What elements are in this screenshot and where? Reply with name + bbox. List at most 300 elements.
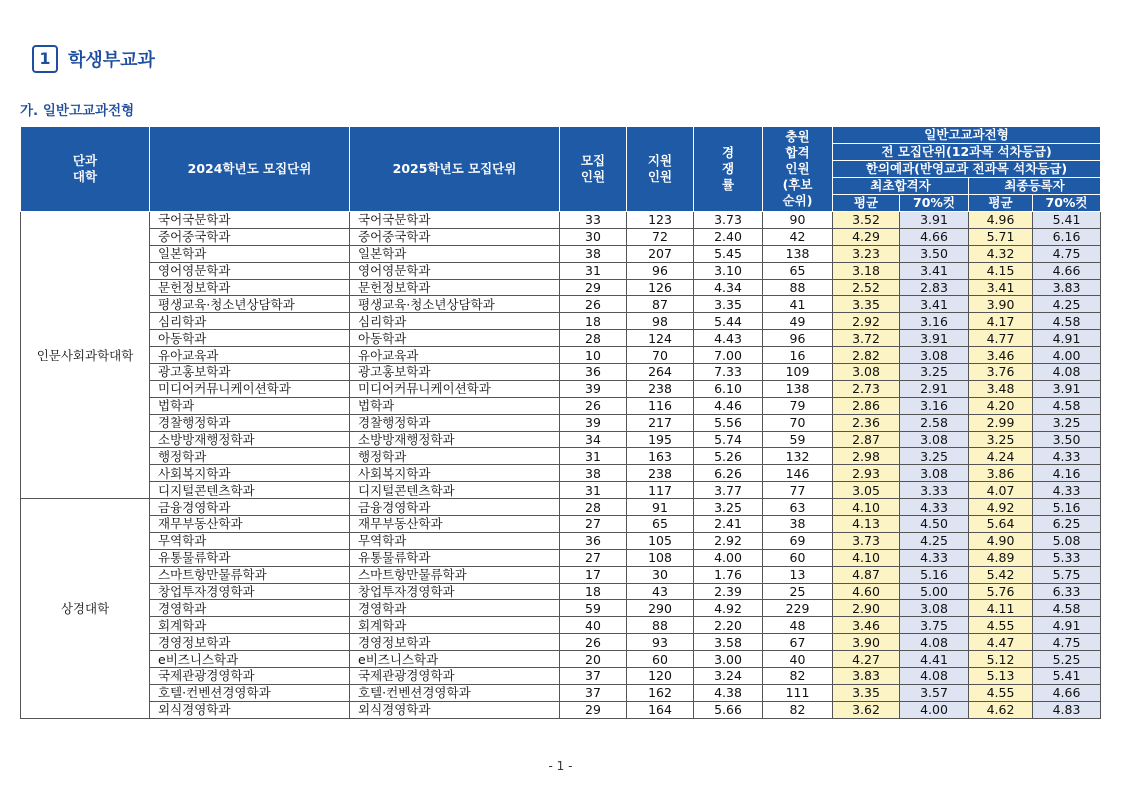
quota-cell: 18 xyxy=(560,583,627,600)
unit-2025-cell: 중어중국학과 xyxy=(350,228,560,245)
applicants-cell: 238 xyxy=(627,380,694,397)
final-avg-cell: 5.64 xyxy=(969,516,1033,533)
additional-admits-cell: 138 xyxy=(763,380,833,397)
initial-cut70-cell: 3.16 xyxy=(900,313,969,330)
table-row xyxy=(21,364,1101,381)
quota-cell: 27 xyxy=(560,516,627,533)
final-cut70-cell: 4.66 xyxy=(1033,262,1101,279)
quota-cell: 29 xyxy=(560,279,627,296)
competition-ratio-cell: 7.00 xyxy=(694,347,763,364)
unit-2025-cell: 사회복지학과 xyxy=(350,465,560,482)
final-avg-cell: 4.11 xyxy=(969,600,1033,617)
table-row xyxy=(21,262,1101,279)
additional-admits-cell: 48 xyxy=(763,617,833,634)
table-row xyxy=(21,448,1101,465)
unit-2025-cell: 소방방재행정학과 xyxy=(350,431,560,448)
quota-cell: 59 xyxy=(560,600,627,617)
final-cut70-cell: 5.33 xyxy=(1033,549,1101,566)
table-row xyxy=(21,566,1101,583)
header-final-cut70: 70%컷 xyxy=(1033,195,1101,212)
header-initial-avg: 평균 xyxy=(833,195,900,212)
final-avg-cell: 4.47 xyxy=(969,634,1033,651)
quota-cell: 34 xyxy=(560,431,627,448)
applicants-cell: 123 xyxy=(627,212,694,229)
unit-2024-cell: 경찰행정학과 xyxy=(150,414,350,431)
final-avg-cell: 3.25 xyxy=(969,431,1033,448)
applicants-cell: 108 xyxy=(627,549,694,566)
initial-cut70-cell: 3.08 xyxy=(900,347,969,364)
competition-ratio-cell: 3.00 xyxy=(694,651,763,668)
unit-2025-cell: 문헌정보학과 xyxy=(350,279,560,296)
initial-cut70-cell: 3.08 xyxy=(900,465,969,482)
section-heading: 학생부교과 xyxy=(68,50,155,71)
final-avg-cell: 3.86 xyxy=(969,465,1033,482)
unit-2024-cell: 광고홍보학과 xyxy=(150,364,350,381)
final-cut70-cell: 6.33 xyxy=(1033,583,1101,600)
final-cut70-cell: 4.75 xyxy=(1033,245,1101,262)
quota-cell: 31 xyxy=(560,448,627,465)
header-final-registrants: 최종등록자 xyxy=(969,178,1101,195)
applicants-cell: 290 xyxy=(627,600,694,617)
additional-admits-cell: 138 xyxy=(763,245,833,262)
competition-ratio-cell: 5.66 xyxy=(694,701,763,718)
table-row xyxy=(21,583,1101,600)
competition-ratio-cell: 5.26 xyxy=(694,448,763,465)
additional-admits-cell: 49 xyxy=(763,313,833,330)
header-initial-admits: 최초합격자 xyxy=(833,178,969,195)
initial-cut70-cell: 3.41 xyxy=(900,262,969,279)
competition-ratio-cell: 5.56 xyxy=(694,414,763,431)
unit-2024-cell: 무역학과 xyxy=(150,532,350,549)
unit-2025-cell: 국제관광경영학과 xyxy=(350,668,560,685)
initial-cut70-cell: 3.25 xyxy=(900,448,969,465)
unit-2024-cell: 평생교육·청소년상담학과 xyxy=(150,296,350,313)
quota-cell: 37 xyxy=(560,668,627,685)
final-cut70-cell: 3.91 xyxy=(1033,380,1101,397)
final-cut70-cell: 5.41 xyxy=(1033,668,1101,685)
additional-admits-cell: 60 xyxy=(763,549,833,566)
final-cut70-cell: 3.25 xyxy=(1033,414,1101,431)
final-cut70-cell: 5.16 xyxy=(1033,499,1101,516)
unit-2025-cell: 국어국문학과 xyxy=(350,212,560,229)
table-row xyxy=(21,634,1101,651)
table-row xyxy=(21,684,1101,701)
competition-ratio-cell: 5.44 xyxy=(694,313,763,330)
final-avg-cell: 3.41 xyxy=(969,279,1033,296)
initial-cut70-cell: 4.08 xyxy=(900,634,969,651)
final-cut70-cell: 4.08 xyxy=(1033,364,1101,381)
competition-ratio-cell: 4.43 xyxy=(694,330,763,347)
final-cut70-cell: 4.33 xyxy=(1033,448,1101,465)
final-cut70-cell: 4.58 xyxy=(1033,313,1101,330)
initial-avg-cell: 3.18 xyxy=(833,262,900,279)
applicants-cell: 105 xyxy=(627,532,694,549)
header-unit-2025: 2025학년도 모집단위 xyxy=(350,127,560,212)
quota-cell: 39 xyxy=(560,380,627,397)
table-row xyxy=(21,397,1101,414)
table-body xyxy=(21,212,1101,719)
table-row xyxy=(21,279,1101,296)
competition-ratio-cell: 5.45 xyxy=(694,245,763,262)
quota-cell: 33 xyxy=(560,212,627,229)
final-avg-cell: 4.77 xyxy=(969,330,1033,347)
unit-2024-cell: 일본학과 xyxy=(150,245,350,262)
final-avg-cell: 4.55 xyxy=(969,684,1033,701)
table-row xyxy=(21,499,1101,516)
unit-2024-cell: 사회복지학과 xyxy=(150,465,350,482)
unit-2025-cell: 아동학과 xyxy=(350,330,560,347)
additional-admits-cell: 13 xyxy=(763,566,833,583)
final-cut70-cell: 4.91 xyxy=(1033,330,1101,347)
final-cut70-cell: 4.16 xyxy=(1033,465,1101,482)
quota-cell: 31 xyxy=(560,482,627,499)
competition-ratio-cell: 1.76 xyxy=(694,566,763,583)
initial-avg-cell: 3.83 xyxy=(833,668,900,685)
final-cut70-cell: 6.25 xyxy=(1033,516,1101,533)
header-final-avg: 평균 xyxy=(969,195,1033,212)
additional-admits-cell: 77 xyxy=(763,482,833,499)
unit-2024-cell: 행정학과 xyxy=(150,448,350,465)
header-additional-admits: 충원 합격 인원 (후보 순위) xyxy=(763,127,833,212)
initial-avg-cell: 2.73 xyxy=(833,380,900,397)
applicants-cell: 124 xyxy=(627,330,694,347)
applicants-cell: 238 xyxy=(627,465,694,482)
competition-ratio-cell: 2.20 xyxy=(694,617,763,634)
additional-admits-cell: 59 xyxy=(763,431,833,448)
unit-2024-cell: 호텔·컨벤션경영학과 xyxy=(150,684,350,701)
table-row xyxy=(21,617,1101,634)
unit-2024-cell: 경영정보학과 xyxy=(150,634,350,651)
college-cell: 상경대학 xyxy=(21,499,150,719)
additional-admits-cell: 146 xyxy=(763,465,833,482)
initial-avg-cell: 4.10 xyxy=(833,549,900,566)
additional-admits-cell: 38 xyxy=(763,516,833,533)
page-number: - 1 - xyxy=(548,759,573,773)
unit-2024-cell: e비즈니스학과 xyxy=(150,651,350,668)
final-cut70-cell: 5.75 xyxy=(1033,566,1101,583)
final-avg-cell: 4.89 xyxy=(969,549,1033,566)
initial-avg-cell: 4.27 xyxy=(833,651,900,668)
initial-cut70-cell: 5.00 xyxy=(900,583,969,600)
final-avg-cell: 3.48 xyxy=(969,380,1033,397)
table-row xyxy=(21,313,1101,330)
table-row xyxy=(21,482,1101,499)
unit-2025-cell: 광고홍보학과 xyxy=(350,364,560,381)
applicants-cell: 65 xyxy=(627,516,694,533)
header-initial-cut70: 70%컷 xyxy=(900,195,969,212)
final-avg-cell: 4.90 xyxy=(969,532,1033,549)
unit-2024-cell: 영어영문학과 xyxy=(150,262,350,279)
unit-2025-cell: e비즈니스학과 xyxy=(350,651,560,668)
competition-ratio-cell: 5.74 xyxy=(694,431,763,448)
competition-ratio-cell: 3.24 xyxy=(694,668,763,685)
initial-cut70-cell: 4.50 xyxy=(900,516,969,533)
initial-avg-cell: 2.92 xyxy=(833,313,900,330)
table-row xyxy=(21,600,1101,617)
table-row xyxy=(21,701,1101,718)
initial-cut70-cell: 4.08 xyxy=(900,668,969,685)
competition-ratio-cell: 4.92 xyxy=(694,600,763,617)
unit-2024-cell: 디지털콘텐츠학과 xyxy=(150,482,350,499)
unit-2024-cell: 국어국문학과 xyxy=(150,212,350,229)
final-avg-cell: 3.90 xyxy=(969,296,1033,313)
applicants-cell: 126 xyxy=(627,279,694,296)
initial-cut70-cell: 3.57 xyxy=(900,684,969,701)
final-cut70-cell: 3.83 xyxy=(1033,279,1101,296)
additional-admits-cell: 41 xyxy=(763,296,833,313)
initial-cut70-cell: 3.41 xyxy=(900,296,969,313)
initial-avg-cell: 3.52 xyxy=(833,212,900,229)
competition-ratio-cell: 6.26 xyxy=(694,465,763,482)
unit-2025-cell: 유아교육과 xyxy=(350,347,560,364)
competition-ratio-cell: 3.25 xyxy=(694,499,763,516)
initial-avg-cell: 3.62 xyxy=(833,701,900,718)
unit-2025-cell: 영어영문학과 xyxy=(350,262,560,279)
additional-admits-cell: 70 xyxy=(763,414,833,431)
unit-2024-cell: 소방방재행정학과 xyxy=(150,431,350,448)
table-row xyxy=(21,228,1101,245)
additional-admits-cell: 82 xyxy=(763,701,833,718)
final-avg-cell: 4.17 xyxy=(969,313,1033,330)
initial-avg-cell: 2.98 xyxy=(833,448,900,465)
final-avg-cell: 5.13 xyxy=(969,668,1033,685)
additional-admits-cell: 132 xyxy=(763,448,833,465)
initial-cut70-cell: 4.41 xyxy=(900,651,969,668)
applicants-cell: 217 xyxy=(627,414,694,431)
quota-cell: 26 xyxy=(560,397,627,414)
quota-cell: 40 xyxy=(560,617,627,634)
final-cut70-cell: 4.58 xyxy=(1033,397,1101,414)
initial-cut70-cell: 4.66 xyxy=(900,228,969,245)
initial-cut70-cell: 2.58 xyxy=(900,414,969,431)
header-quota: 모집 인원 xyxy=(560,127,627,212)
table-row xyxy=(21,296,1101,313)
final-cut70-cell: 3.50 xyxy=(1033,431,1101,448)
initial-cut70-cell: 3.08 xyxy=(900,431,969,448)
unit-2024-cell: 회계학과 xyxy=(150,617,350,634)
competition-ratio-cell: 4.38 xyxy=(694,684,763,701)
initial-avg-cell: 4.13 xyxy=(833,516,900,533)
competition-ratio-cell: 2.40 xyxy=(694,228,763,245)
competition-ratio-cell: 6.10 xyxy=(694,380,763,397)
header-unit-2024: 2024학년도 모집단위 xyxy=(150,127,350,212)
quota-cell: 20 xyxy=(560,651,627,668)
final-avg-cell: 4.32 xyxy=(969,245,1033,262)
initial-avg-cell: 3.46 xyxy=(833,617,900,634)
table-row xyxy=(21,516,1101,533)
quota-cell: 38 xyxy=(560,245,627,262)
final-avg-cell: 3.46 xyxy=(969,347,1033,364)
unit-2025-cell: 경영정보학과 xyxy=(350,634,560,651)
initial-avg-cell: 4.10 xyxy=(833,499,900,516)
table-row xyxy=(21,549,1101,566)
section-number-badge: 1 xyxy=(32,45,58,73)
competition-ratio-cell: 3.35 xyxy=(694,296,763,313)
initial-avg-cell: 2.86 xyxy=(833,397,900,414)
initial-avg-cell: 3.73 xyxy=(833,532,900,549)
unit-2024-cell: 아동학과 xyxy=(150,330,350,347)
quota-cell: 30 xyxy=(560,228,627,245)
additional-admits-cell: 82 xyxy=(763,668,833,685)
additional-admits-cell: 229 xyxy=(763,600,833,617)
initial-cut70-cell: 3.50 xyxy=(900,245,969,262)
unit-2024-cell: 창업투자경영학과 xyxy=(150,583,350,600)
initial-avg-cell: 2.52 xyxy=(833,279,900,296)
initial-cut70-cell: 3.91 xyxy=(900,330,969,347)
competition-ratio-cell: 3.58 xyxy=(694,634,763,651)
initial-avg-cell: 3.90 xyxy=(833,634,900,651)
final-avg-cell: 4.20 xyxy=(969,397,1033,414)
final-avg-cell: 3.76 xyxy=(969,364,1033,381)
unit-2024-cell: 금융경영학과 xyxy=(150,499,350,516)
applicants-cell: 60 xyxy=(627,651,694,668)
final-cut70-cell: 4.66 xyxy=(1033,684,1101,701)
additional-admits-cell: 16 xyxy=(763,347,833,364)
final-avg-cell: 4.55 xyxy=(969,617,1033,634)
final-avg-cell: 4.15 xyxy=(969,262,1033,279)
final-avg-cell: 5.12 xyxy=(969,651,1033,668)
final-avg-cell: 5.42 xyxy=(969,566,1033,583)
quota-cell: 36 xyxy=(560,532,627,549)
quota-cell: 38 xyxy=(560,465,627,482)
unit-2024-cell: 유아교육과 xyxy=(150,347,350,364)
unit-2025-cell: 재무부동산학과 xyxy=(350,516,560,533)
table-row xyxy=(21,380,1101,397)
header-track-sub1: 전 모집단위(12과목 석차등급) xyxy=(833,144,1101,161)
final-cut70-cell: 5.08 xyxy=(1033,532,1101,549)
initial-avg-cell: 2.93 xyxy=(833,465,900,482)
final-avg-cell: 4.96 xyxy=(969,212,1033,229)
unit-2025-cell: 디지털콘텐츠학과 xyxy=(350,482,560,499)
unit-2025-cell: 심리학과 xyxy=(350,313,560,330)
final-cut70-cell: 4.91 xyxy=(1033,617,1101,634)
competition-ratio-cell: 3.10 xyxy=(694,262,763,279)
applicants-cell: 195 xyxy=(627,431,694,448)
additional-admits-cell: 88 xyxy=(763,279,833,296)
initial-cut70-cell: 3.25 xyxy=(900,364,969,381)
unit-2025-cell: 외식경영학과 xyxy=(350,701,560,718)
unit-2024-cell: 심리학과 xyxy=(150,313,350,330)
applicants-cell: 43 xyxy=(627,583,694,600)
unit-2025-cell: 창업투자경영학과 xyxy=(350,583,560,600)
unit-2024-cell: 유통물류학과 xyxy=(150,549,350,566)
competition-ratio-cell: 3.77 xyxy=(694,482,763,499)
applicants-cell: 70 xyxy=(627,347,694,364)
quota-cell: 26 xyxy=(560,296,627,313)
additional-admits-cell: 65 xyxy=(763,262,833,279)
competition-ratio-cell: 3.73 xyxy=(694,212,763,229)
additional-admits-cell: 96 xyxy=(763,330,833,347)
additional-admits-cell: 90 xyxy=(763,212,833,229)
initial-avg-cell: 3.72 xyxy=(833,330,900,347)
table-row xyxy=(21,347,1101,364)
quota-cell: 17 xyxy=(560,566,627,583)
initial-avg-cell: 3.05 xyxy=(833,482,900,499)
final-avg-cell: 4.07 xyxy=(969,482,1033,499)
competition-ratio-cell: 4.46 xyxy=(694,397,763,414)
final-avg-cell: 5.76 xyxy=(969,583,1033,600)
applicants-cell: 88 xyxy=(627,617,694,634)
college-cell: 인문사회과학대학 xyxy=(21,212,150,499)
initial-avg-cell: 4.29 xyxy=(833,228,900,245)
initial-cut70-cell: 4.00 xyxy=(900,701,969,718)
final-cut70-cell: 4.75 xyxy=(1033,634,1101,651)
header-college: 단과 대학 xyxy=(21,127,150,212)
final-cut70-cell: 4.25 xyxy=(1033,296,1101,313)
applicants-cell: 91 xyxy=(627,499,694,516)
quota-cell: 31 xyxy=(560,262,627,279)
final-avg-cell: 4.62 xyxy=(969,701,1033,718)
applicants-cell: 116 xyxy=(627,397,694,414)
unit-2024-cell: 스마트항만물류학과 xyxy=(150,566,350,583)
final-cut70-cell: 6.16 xyxy=(1033,228,1101,245)
applicants-cell: 30 xyxy=(627,566,694,583)
unit-2025-cell: 회계학과 xyxy=(350,617,560,634)
applicants-cell: 207 xyxy=(627,245,694,262)
initial-cut70-cell: 4.25 xyxy=(900,532,969,549)
unit-2025-cell: 경영학과 xyxy=(350,600,560,617)
additional-admits-cell: 111 xyxy=(763,684,833,701)
unit-2024-cell: 재무부동산학과 xyxy=(150,516,350,533)
applicants-cell: 162 xyxy=(627,684,694,701)
initial-cut70-cell: 2.91 xyxy=(900,380,969,397)
table-row xyxy=(21,212,1101,229)
competition-ratio-cell: 2.92 xyxy=(694,532,763,549)
initial-cut70-cell: 3.16 xyxy=(900,397,969,414)
unit-2025-cell: 미디어커뮤니케이션학과 xyxy=(350,380,560,397)
quota-cell: 36 xyxy=(560,364,627,381)
applicants-cell: 164 xyxy=(627,701,694,718)
unit-2025-cell: 일본학과 xyxy=(350,245,560,262)
table-row xyxy=(21,431,1101,448)
quota-cell: 26 xyxy=(560,634,627,651)
final-cut70-cell: 4.58 xyxy=(1033,600,1101,617)
table-row xyxy=(21,414,1101,431)
unit-2025-cell: 유통물류학과 xyxy=(350,549,560,566)
initial-cut70-cell: 3.75 xyxy=(900,617,969,634)
initial-avg-cell: 4.87 xyxy=(833,566,900,583)
header-applicants: 지원 인원 xyxy=(627,127,694,212)
table-row xyxy=(21,330,1101,347)
initial-avg-cell: 2.87 xyxy=(833,431,900,448)
unit-2024-cell: 외식경영학과 xyxy=(150,701,350,718)
additional-admits-cell: 67 xyxy=(763,634,833,651)
additional-admits-cell: 40 xyxy=(763,651,833,668)
admission-results-table xyxy=(20,126,1101,719)
final-avg-cell: 4.92 xyxy=(969,499,1033,516)
initial-cut70-cell: 3.91 xyxy=(900,212,969,229)
applicants-cell: 98 xyxy=(627,313,694,330)
table-row xyxy=(21,532,1101,549)
header-track-group: 일반고교과전형 xyxy=(833,127,1101,144)
unit-2024-cell: 문헌정보학과 xyxy=(150,279,350,296)
applicants-cell: 120 xyxy=(627,668,694,685)
section-title xyxy=(32,45,155,73)
final-cut70-cell: 5.25 xyxy=(1033,651,1101,668)
unit-2025-cell: 호텔·컨벤션경영학과 xyxy=(350,684,560,701)
final-cut70-cell: 5.41 xyxy=(1033,212,1101,229)
additional-admits-cell: 63 xyxy=(763,499,833,516)
applicants-cell: 87 xyxy=(627,296,694,313)
applicants-cell: 72 xyxy=(627,228,694,245)
initial-avg-cell: 2.90 xyxy=(833,600,900,617)
final-avg-cell: 4.24 xyxy=(969,448,1033,465)
initial-cut70-cell: 3.33 xyxy=(900,482,969,499)
header-track-sub2: 한의예과(반영교과 전과목 석차등급) xyxy=(833,161,1101,178)
table-row xyxy=(21,245,1101,262)
competition-ratio-cell: 2.41 xyxy=(694,516,763,533)
unit-2024-cell: 경영학과 xyxy=(150,600,350,617)
